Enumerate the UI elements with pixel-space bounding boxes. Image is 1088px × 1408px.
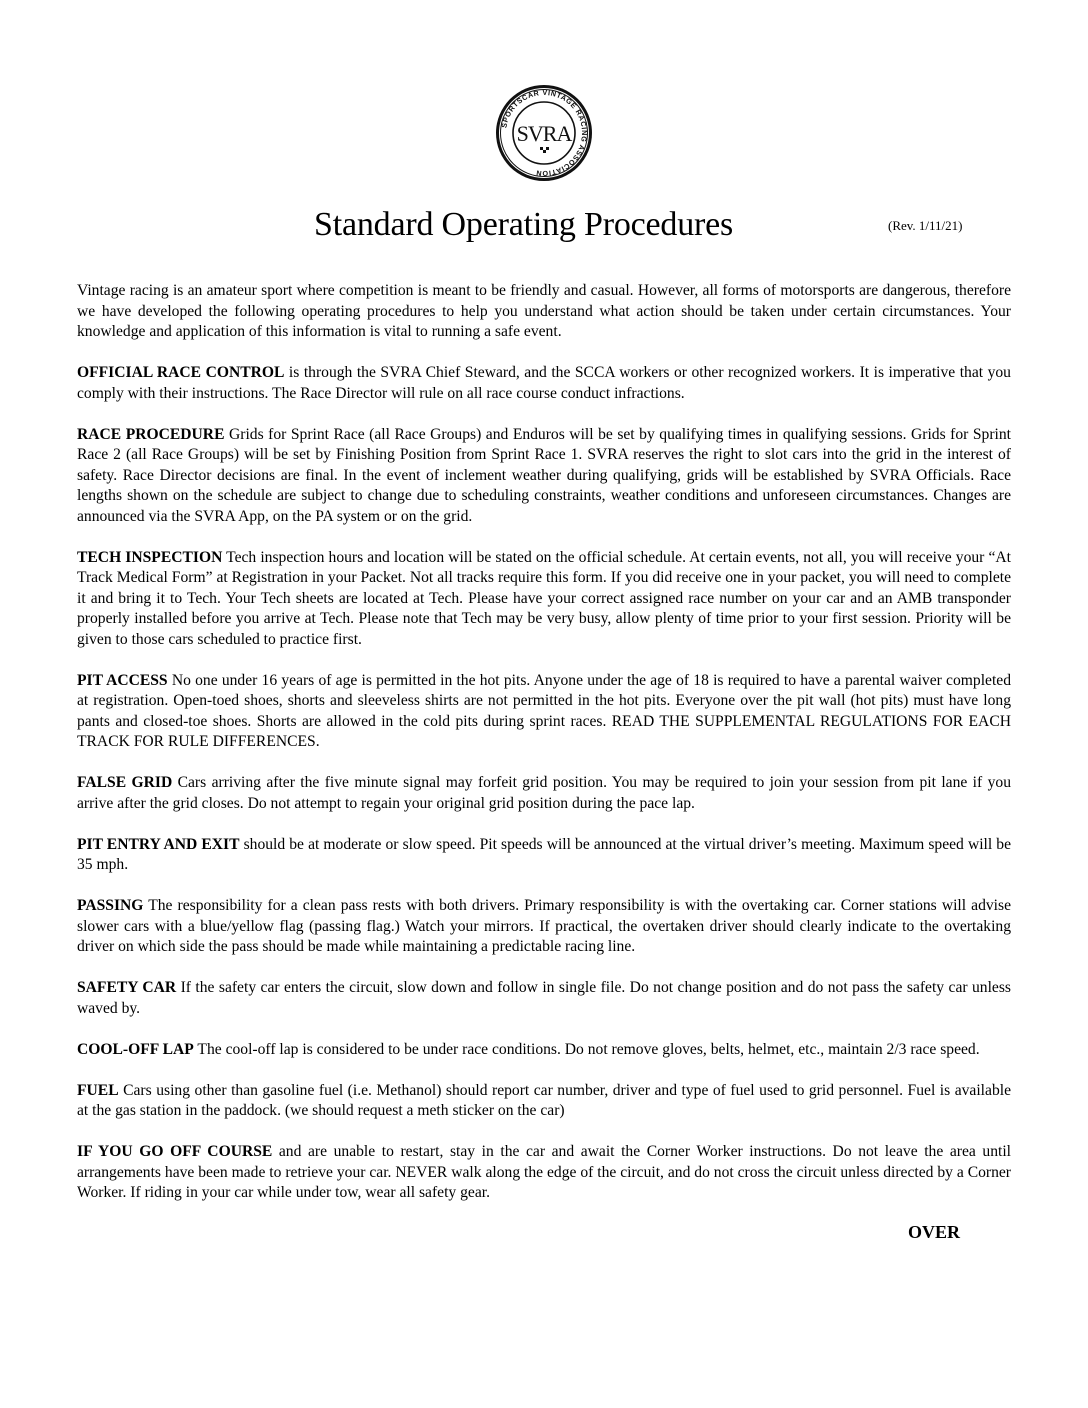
- section-heading: COOL-OFF LAP: [77, 1040, 194, 1058]
- over-label: OVER: [908, 1222, 961, 1242]
- section-pit-access: [77, 671, 1011, 753]
- document-body: [77, 281, 1011, 1224]
- page-title: Standard Operating Procedures: [314, 206, 734, 243]
- section-official-race-control: [77, 363, 1011, 404]
- section-heading: FUEL: [77, 1081, 119, 1099]
- svra-logo: [494, 83, 594, 183]
- section-pit-entry-exit: [77, 835, 1011, 876]
- section-heading: PIT ENTRY AND EXIT: [77, 835, 240, 853]
- section-passing: [77, 896, 1011, 958]
- svg-text:SVRA: SVRA: [516, 121, 572, 146]
- section-heading: PASSING: [77, 897, 144, 914]
- intro-paragraph: [77, 281, 1011, 343]
- svg-text:SPORTSCAR VINTAGE RACING ASSOC: SPORTSCAR VINTAGE RACING ASSOCIATION: [499, 87, 590, 179]
- section-safety-car: [77, 978, 1011, 1019]
- section-text: No one under 16 years of age is permitted in the hot pits. Anyone under the age of 18 is required to have a parental waiver completed at registration. Open-toed shoes, shorts and sleeveless shirts are not permitted in the hot pits. Everyone over the pit wall (hot pits) must have long pants and closed-toe shoes. Shorts are allowed in the cold pits during sprint races. READ THE SUPPLEMENTAL REGULATIONS FOR EACH TRACK FOR RULE DIFFERENCES.: [77, 671, 1012, 750]
- section-text: and are unable to restart, stay in the car and await the Corner Worker instructions. Do not leave the area until arrangements have been made to retrieve your car. NEVER walk along the edge of the circuit, and do not cross the circuit unless directed by a Corner Worker. If riding in your car while under tow, wear all safety gear.: [77, 1143, 1011, 1201]
- section-text: Grids for Sprint Race (all Race Groups) and Enduros will be set by qualifying times in qualifying sessions. Grids for Sprint Race 2 (all Race Groups) will be set by Finishing Position from Sprint Race 1. SVRA reserves the right to slot cars into the grid in the interest of safety. Race Director decisions are final. In the event of inclement weather during qualifying, grids will be established by SVRA Officials. Race lengths shown on the schedule are subject to change due to scheduling constraints, weather conditions and unforeseen circumstances. Changes are announced via the SVRA App, on the PA system or on the grid.: [77, 425, 1011, 525]
- section-fuel: [77, 1081, 1011, 1122]
- section-text: should be at moderate or slow speed. Pit speeds will be announced at the virtual driver’s meeting. Maximum speed will be 35 mph.: [77, 835, 1012, 873]
- intro-text: Vintage racing is an amateur sport where competition is meant to be friendly and casual. However, all forms of motorsports are dangerous, therefore we have developed the following operating procedures to help you understand what action should be taken under certain circumstances. Your knowledge and application of this information is vital to running a safe event.: [77, 282, 1011, 340]
- section-tech-inspection: [77, 548, 1011, 651]
- title-row: [0, 200, 1088, 250]
- section-text: Cars arriving after the five minute signal may forfeit grid position. You may be required to join your session from pit lane if you arrive after the grid closes. Do not attempt to regain your original grid position during the pace lap.: [77, 774, 1011, 812]
- section-heading: FALSE GRID: [77, 774, 173, 791]
- section-heading: PIT ACCESS: [77, 671, 168, 689]
- section-false-grid: [77, 773, 1011, 814]
- section-text: The responsibility for a clean pass rests with both drivers. Primary responsibility is with the overtaking car. Corner stations will advise slower cars with a blue/yellow flag (passing flag.) Watch your mirrors. If practical, the overtaken driver should clearly indicate to the overtaking driver on which side the pass should be made while maintaining a predictable racing line.: [77, 897, 1011, 955]
- section-text: If the safety car enters the circuit, slow down and follow in single file. Do not change position and do not pass the safety car unless waved by.: [77, 979, 1011, 1017]
- section-race-procedure: [77, 425, 1011, 528]
- section-heading: IF YOU GO OFF COURSE: [77, 1143, 273, 1160]
- section-off-course: [77, 1142, 1011, 1204]
- section-heading: RACE PROCEDURE: [77, 425, 225, 443]
- section-text: Tech inspection hours and location will be stated on the official schedule. At certain events, not all, you will receive your “At Track Medical Form” at Registration in your Packet. Not all tracks require this form. If you did receive one in your packet, you will need to complete it and bring it to Tech. Your Tech sheets are located at Tech. Please have your correct assigned race number on your car and an AMB transponder properly installed before you arrive at Tech. Please note that Tech may be very busy, allow plenty of time prior to your first session. Priority will be given to those cars scheduled to practice first.: [77, 548, 1011, 648]
- section-cool-off-lap: [77, 1040, 1011, 1061]
- section-heading: TECH INSPECTION: [77, 548, 223, 566]
- revision-label: (Rev. 1/11/21): [888, 218, 963, 233]
- section-text: The cool-off lap is considered to be under race conditions. Do not remove gloves, belts, helmet, etc., maintain 2/3 race speed.: [193, 1040, 980, 1058]
- svra-seal-icon: [494, 83, 594, 183]
- section-text: is through the SVRA Chief Steward, and the SCCA workers or other recognized workers. It is imperative that you comply with their instructions. The Race Director will rule on all race course conduct infractions.: [77, 364, 1011, 402]
- section-heading: OFFICIAL RACE CONTROL: [77, 364, 285, 381]
- section-heading: SAFETY CAR: [77, 979, 177, 996]
- section-text: Cars using other than gasoline fuel (i.e. Methanol) should report car number, driver and type of fuel used to grid personnel. Fuel is available at the gas station in the paddock. (we should request a meth sticker on the car): [77, 1081, 1011, 1119]
